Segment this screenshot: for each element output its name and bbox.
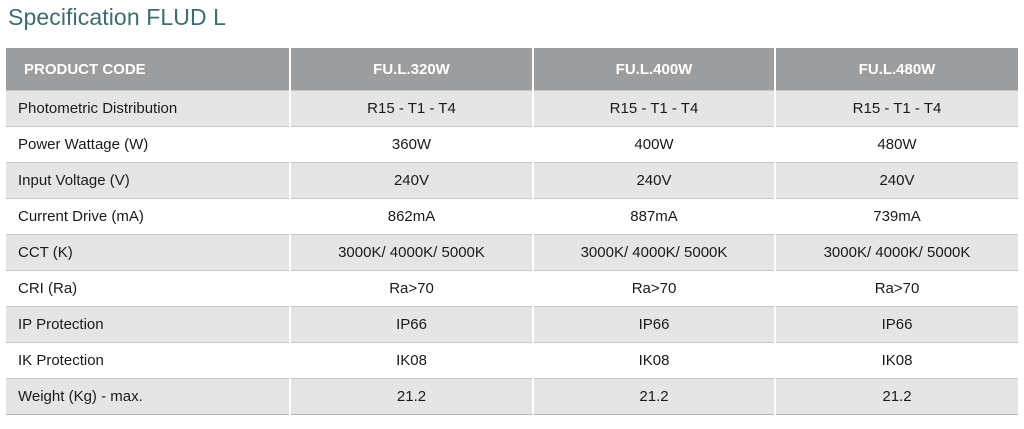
header-model-480w: FU.L.480W [775,48,1018,91]
row-label: CCT (K) [6,235,290,271]
table-cell: 240V [775,163,1018,199]
table-cell: 3000K/ 4000K/ 5000K [775,235,1018,271]
table-row [6,343,1018,379]
row-label: Photometric Distribution [6,91,290,127]
table-row [6,127,1018,163]
table-cell: 480W [775,127,1018,163]
row-label: Input Voltage (V) [6,163,290,199]
table-cell: 21.2 [775,379,1018,415]
specification-table [6,48,1018,415]
table-cell: 862mA [290,199,533,235]
table-cell: IP66 [775,307,1018,343]
table-cell: 3000K/ 4000K/ 5000K [290,235,533,271]
table-row [6,199,1018,235]
table-cell: R15 - T1 - T4 [533,91,775,127]
table-cell: 240V [533,163,775,199]
table-cell: 400W [533,127,775,163]
table-cell: IK08 [290,343,533,379]
header-model-320w: FU.L.320W [290,48,533,91]
table-cell: 21.2 [290,379,533,415]
table-cell: 240V [290,163,533,199]
row-label: Current Drive (mA) [6,199,290,235]
table-cell: R15 - T1 - T4 [775,91,1018,127]
row-label: IP Protection [6,307,290,343]
table-cell: 21.2 [533,379,775,415]
table-row [6,271,1018,307]
row-label: Power Wattage (W) [6,127,290,163]
table-row [6,379,1018,415]
table-cell: Ra>70 [775,271,1018,307]
table-row [6,307,1018,343]
header-model-400w: FU.L.400W [533,48,775,91]
table-cell: 3000K/ 4000K/ 5000K [533,235,775,271]
header-product-code: PRODUCT CODE [6,48,290,91]
table-row [6,163,1018,199]
table-cell: Ra>70 [533,271,775,307]
table-cell: R15 - T1 - T4 [290,91,533,127]
row-label: Weight (Kg) - max. [6,379,290,415]
page-title: Specification FLUD L [8,4,227,30]
row-label: CRI (Ra) [6,271,290,307]
table-header-row [6,48,1018,91]
table-cell: IP66 [290,307,533,343]
table-cell: 739mA [775,199,1018,235]
table-cell: 887mA [533,199,775,235]
table-cell: IP66 [533,307,775,343]
table-cell: IK08 [533,343,775,379]
table-row [6,91,1018,127]
table-cell: Ra>70 [290,271,533,307]
table-cell: 360W [290,127,533,163]
table-cell: IK08 [775,343,1018,379]
table-row [6,235,1018,271]
row-label: IK Protection [6,343,290,379]
